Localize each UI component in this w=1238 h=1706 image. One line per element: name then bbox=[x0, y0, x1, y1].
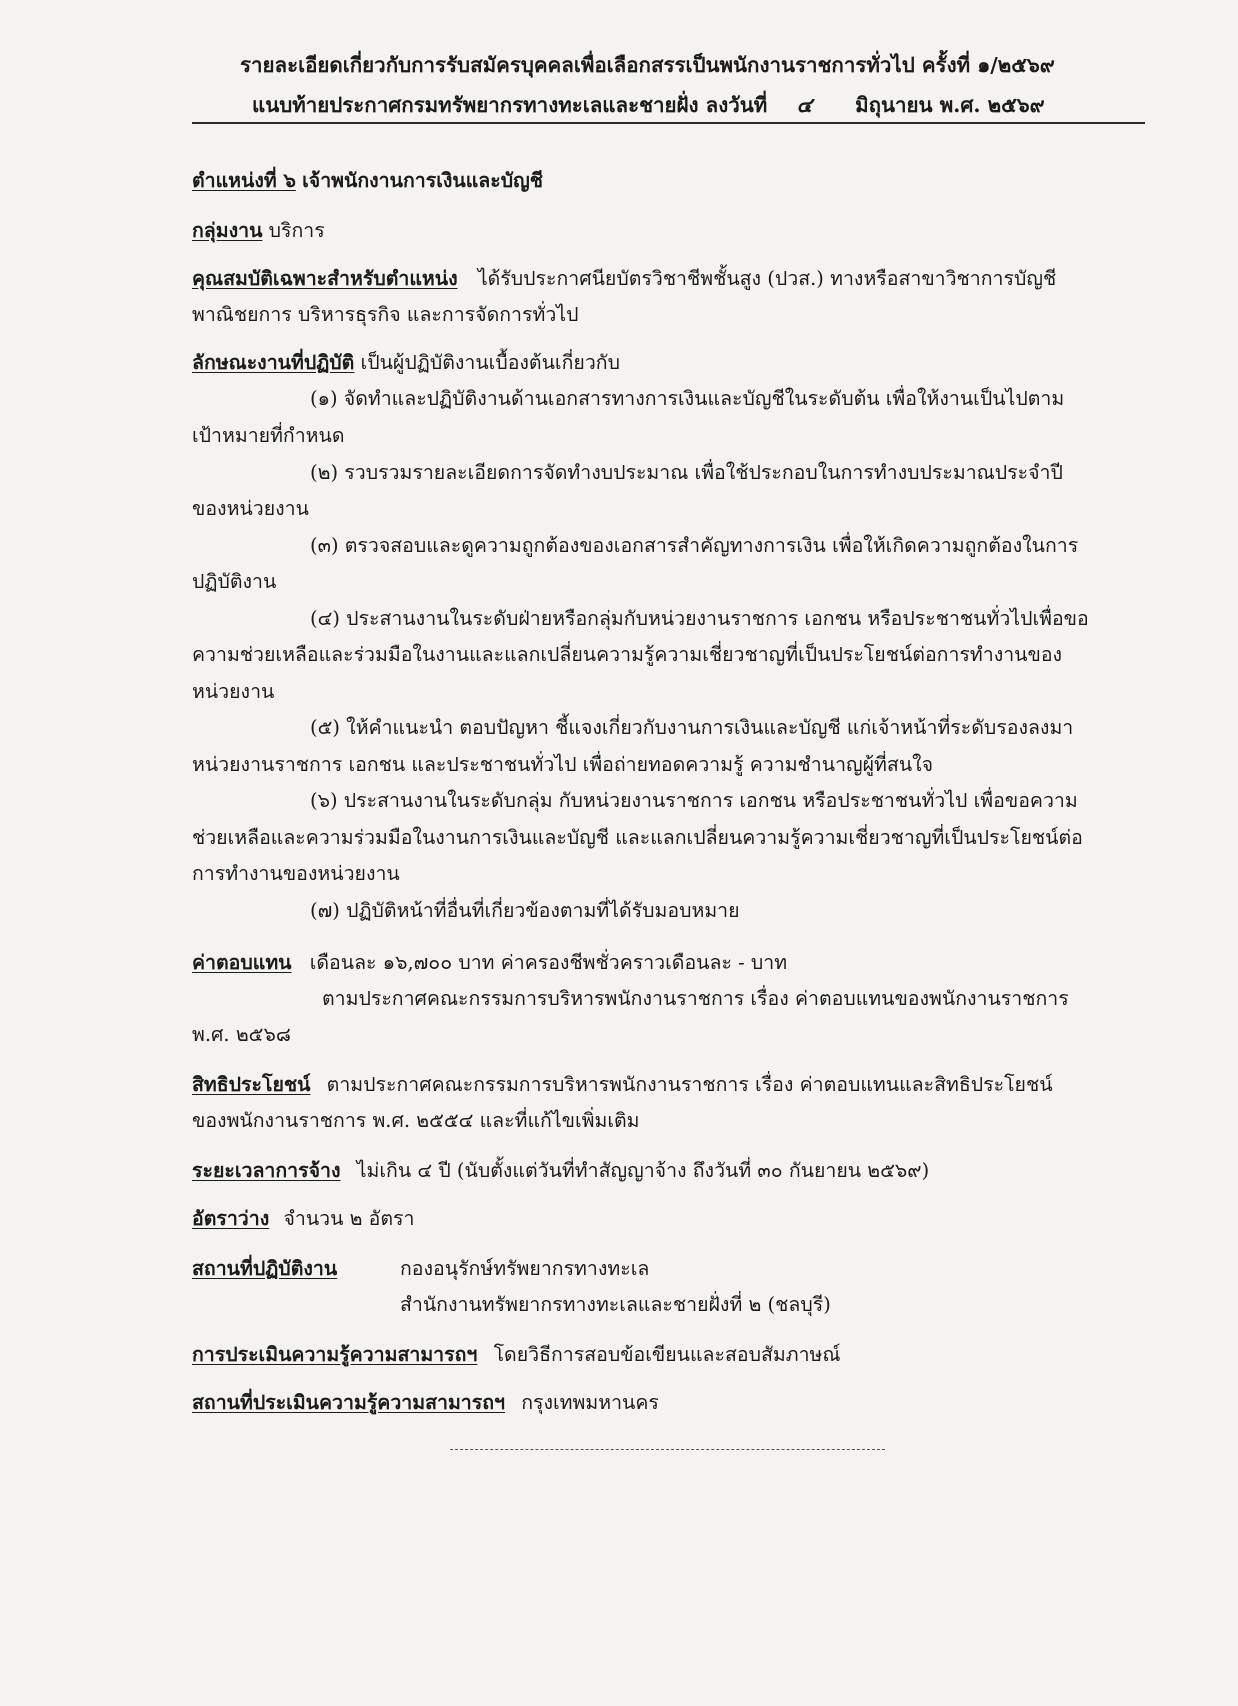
qualification-line-1 bbox=[192, 266, 1056, 292]
duty-4-line-3: หน่วยงาน bbox=[192, 680, 275, 703]
header-line-1: รายละเอียดเกี่ยวกับการรับสมัครบุคคลเพื่อเลือกสรรเป็นพนักงานราชการทั่วไป ครั้งที่ ๑/๒๕๖๙ bbox=[240, 53, 1055, 77]
duty-1-line-1: (๑) จัดทำและปฏิบัติงานด้านเอกสารทางการเงินและบัญชีในระดับต้น เพื่อให้งานเป็นไปตาม bbox=[310, 387, 1065, 410]
assessment-line bbox=[192, 1342, 840, 1368]
term-value: ไม่เกิน ๔ ปี (นับตั้งแต่วันที่ทำสัญญาจ้าง ถึงวันที่ ๓๐ กันยายน ๒๕๖๙) bbox=[356, 1159, 930, 1182]
group-line bbox=[192, 218, 325, 244]
assessment-label: การประเมินความรู้ความสามารถฯ bbox=[192, 1343, 478, 1366]
compensation-line-1 bbox=[192, 950, 787, 976]
header-rule bbox=[192, 122, 1145, 124]
duty-3-line-1: (๓) ตรวจสอบและดูความถูกต้องของเอกสารสำคัญทางการเงิน เพื่อให้เกิดความถูกต้องในการ bbox=[310, 534, 1079, 557]
compensation-text-1: เดือนละ ๑๖,๗๐๐ บาท ค่าครองชีพชั่วคราวเดือนละ - บาท bbox=[309, 951, 788, 974]
duties-line-intro bbox=[192, 350, 620, 376]
duty-4-line-1: (๔) ประสานงานในระดับฝ่ายหรือกลุ่มกับหน่วยงานราชการ เอกชน หรือประชาชนทั่วไปเพื่อขอ bbox=[310, 607, 1089, 630]
duty-3-line-2: ปฏิบัติงาน bbox=[192, 570, 277, 593]
duty-1-line-2: เป้าหมายที่กำหนด bbox=[192, 424, 345, 447]
duties-intro: เป็นผู้ปฏิบัติงานเบื้องต้นเกี่ยวกับ bbox=[360, 351, 620, 374]
header-line-2 bbox=[252, 92, 1045, 118]
duty-4-line-2: ความช่วยเหลือและร่วมมือในงานและแลกเปลี่ยนความรู้ความเชี่ยวชาญที่เป็นประโยชน์ต่อการทำงานของ bbox=[192, 643, 1063, 666]
qualification-label: คุณสมบัติเฉพาะสำหรับตำแหน่ง bbox=[192, 267, 458, 290]
assessment-place-line bbox=[192, 1390, 659, 1416]
group-value: บริการ bbox=[268, 219, 325, 242]
duty-2-line-2: ของหน่วยงาน bbox=[192, 497, 309, 520]
duty-6-line-2: ช่วยเหลือและความร่วมมือในงานการเงินและบัญชี และแลกเปลี่ยนความรู้ความเชี่ยวชาญที่เป็นประโยชน์ต่อ bbox=[192, 826, 1083, 849]
workplace-label bbox=[192, 1256, 337, 1282]
qualification-line-2: พาณิชยการ บริหารธุรกิจ และการจัดการทั่วไป bbox=[192, 303, 579, 326]
vacancy-value: จำนวน ๒ อัตรา bbox=[283, 1207, 415, 1230]
group-label: กลุ่มงาน bbox=[192, 219, 263, 242]
assessment-value: โดยวิธีการสอบข้อเขียนและสอบสัมภาษณ์ bbox=[493, 1343, 841, 1366]
duty-6-line-3: การทำงานของหน่วยงาน bbox=[192, 862, 400, 885]
term-line bbox=[192, 1158, 929, 1184]
benefits-text-1: ตามประกาศคณะกรรมการบริหารพนักงานราชการ เรื่อง ค่าตอบแทนและสิทธิประโยชน์ bbox=[326, 1073, 1053, 1096]
position-value: เจ้าพนักงานการเงินและบัญชี bbox=[302, 169, 543, 192]
compensation-line-3: พ.ศ. ๒๕๖๘ bbox=[192, 1023, 291, 1046]
header-line-2-suffix: มิถุนายน พ.ศ. ๒๕๖๙ bbox=[855, 93, 1045, 117]
workplace-label-text: สถานที่ปฏิบัติงาน bbox=[192, 1257, 338, 1280]
qualification-text-1: ได้รับประกาศนียบัตรวิชาชีพชั้นสูง (ปวส.) ทางหรือสาขาวิชาการบัญชี bbox=[477, 267, 1057, 290]
workplace-line-1: กองอนุรักษ์ทรัพยากรทางทะเล bbox=[400, 1257, 650, 1280]
vacancy-label: อัตราว่าง bbox=[192, 1207, 270, 1230]
header-day: ๔ bbox=[796, 93, 812, 117]
end-divider bbox=[450, 1449, 885, 1450]
duty-5-line-1: (๕) ให้คำแนะนำ ตอบปัญหา ชี้แจงเกี่ยวกับงานการเงินและบัญชี แก่เจ้าหน้าที่ระดับรองลงมา bbox=[310, 716, 1074, 739]
duty-2-line-1: (๒) รวบรวมรายละเอียดการจัดทำงบประมาณ เพื่อใช้ประกอบในการทำงบประมาณประจำปี bbox=[310, 461, 1063, 484]
benefits-line-1 bbox=[192, 1072, 1053, 1098]
assessment-place-value: กรุงเทพมหานคร bbox=[521, 1391, 659, 1414]
benefits-line-2: ของพนักงานราชการ พ.ศ. ๒๕๕๔ และที่แก้ไขเพิ่มเติม bbox=[192, 1109, 640, 1132]
compensation-label: ค่าตอบแทน bbox=[192, 951, 292, 974]
duty-7-line: (๗) ปฏิบัติหน้าที่อื่นที่เกี่ยวข้องตามที่ได้รับมอบหมาย bbox=[310, 899, 740, 922]
duty-5-line-2: หน่วยงานราชการ เอกชน และประชาชนทั่วไป เพื่อถ่ายทอดความรู้ ความชำนาญผู้ที่สนใจ bbox=[192, 753, 934, 776]
duty-6-line-1: (๖) ประสานงานในระดับกลุ่ม กับหน่วยงานราชการ เอกชน หรือประชาชนทั่วไป เพื่อขอความ bbox=[310, 789, 1078, 812]
compensation-line-2: ตามประกาศคณะกรรมการบริหารพนักงานราชการ เรื่อง ค่าตอบแทนของพนักงานราชการ bbox=[322, 987, 1069, 1010]
term-label: ระยะเวลาการจ้าง bbox=[192, 1159, 341, 1182]
vacancy-line bbox=[192, 1206, 414, 1232]
position-label: ตำแหน่งที่ ๖ bbox=[192, 169, 296, 192]
position-line bbox=[192, 168, 543, 194]
workplace-line-2: สำนักงานทรัพยากรทางทะเลและชายฝั่งที่ ๒ (ชลบุรี) bbox=[400, 1293, 831, 1316]
duties-label: ลักษณะงานที่ปฏิบัติ bbox=[192, 351, 355, 374]
header-line-2-prefix: แนบท้ายประกาศกรมทรัพยากรทางทะเลและชายฝั่ง ลงวันที่ bbox=[252, 93, 768, 117]
benefits-label: สิทธิประโยชน์ bbox=[192, 1073, 311, 1096]
assessment-place-label: สถานที่ประเมินความรู้ความสามารถฯ bbox=[192, 1391, 505, 1414]
